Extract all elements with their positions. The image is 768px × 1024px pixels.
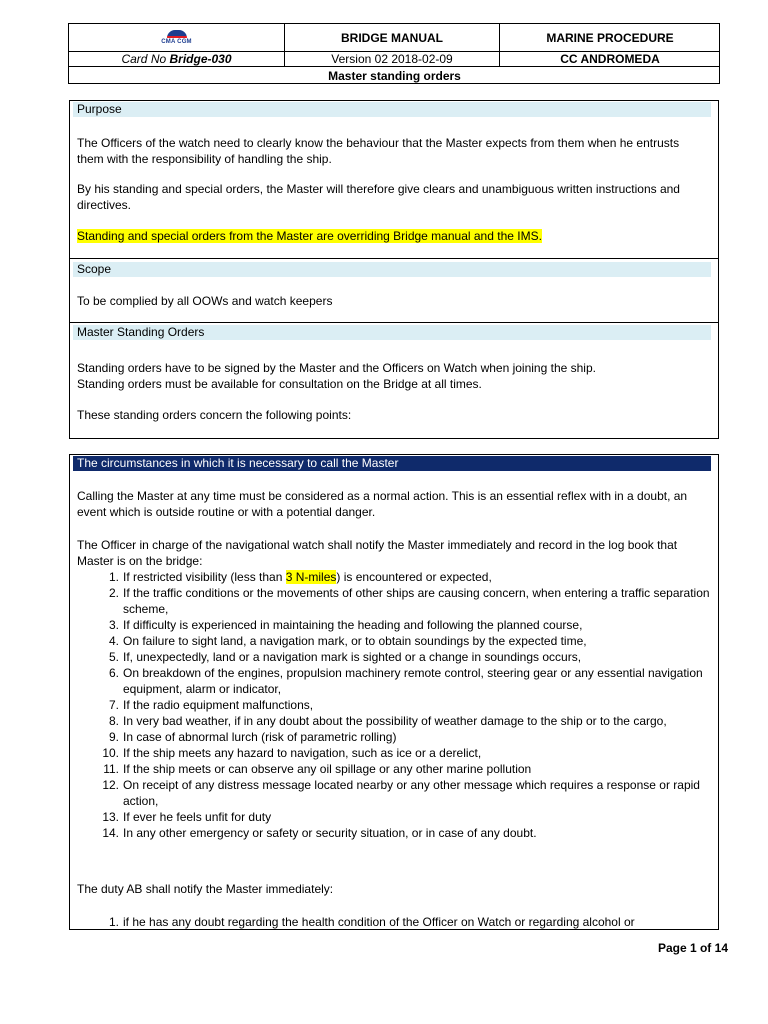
list-item: 5. If, unexpectedly, land or a navigation mark is sighted or a change in soundings occurs, <box>108 650 582 664</box>
mso-heading: Master Standing Orders <box>73 325 711 340</box>
list-item: 2. If the traffic conditions or the movements of other ships are causing concern, when entering a traffic separation scheme, <box>108 586 710 616</box>
scope-paragraph: To be complied by all OOWs and watch keepers <box>77 294 333 308</box>
version: Version 02 2018-02-09 <box>285 52 500 67</box>
list-item: 6. On breakdown of the engines, propulsion machinery remote control, steering gear or any essential navigation equipment, alarm or indicator, <box>108 666 703 696</box>
section-divider <box>69 322 719 323</box>
logo-text-cgm: CGM <box>177 39 192 45</box>
ship-name: CC ANDROMEDA <box>500 52 720 67</box>
list-item: 10. If the ship meets any hazard to navigation, such as ice or a derelict, <box>102 746 482 760</box>
purpose-paragraph-3: Standing and special orders from the Master are overriding Bridge manual and the IMS. <box>77 229 542 243</box>
manual-name: BRIDGE MANUAL <box>285 24 500 52</box>
mso-paragraph-1: Standing orders have to be signed by the Master and the Officers on Watch when joining the ship. Standing orders must be available for consultation on the Bridge at all times. <box>77 361 596 391</box>
purpose-heading: Purpose <box>73 102 711 117</box>
call-master-list <box>77 569 712 841</box>
section-divider <box>69 258 719 259</box>
list-item: 1. if he has any doubt regarding the health condition of the Officer on Watch or regarding alcohol or <box>108 915 635 929</box>
list-item: 7. If the radio equipment malfunctions, <box>108 698 314 712</box>
cma-cgm-logo <box>161 30 192 45</box>
list-item: 3. If difficulty is experienced in maintaining the heading and following the planned course, <box>108 618 583 632</box>
logo-mark-icon <box>167 30 187 38</box>
list-item: 4. On failure to sight land, a navigation mark, or to obtain soundings by the expected time, <box>108 634 587 648</box>
procedure-type: MARINE PROCEDURE <box>500 24 720 52</box>
list-item: 12. On receipt of any distress message located nearby or any other message which requires a response or rapid action, <box>102 778 700 808</box>
page-number: Page 1 of 14 <box>657 941 728 955</box>
card-number: Card No Bridge-030 <box>69 52 285 67</box>
logo-text-cma: CMA <box>161 39 176 45</box>
document-title: Master standing orders <box>328 68 461 83</box>
purpose-paragraph-2: By his standing and special orders, the Master will therefore give clears and unambiguous written instructions and directives. <box>77 182 680 212</box>
duty-ab-list <box>77 914 712 930</box>
call-master-paragraph-1: Calling the Master at any time must be considered as a normal action. This is an essential reflex with in a doubt, an event which is outside routine or with a potential danger. <box>77 489 688 519</box>
list-item: 11. If the ship meets or can observe any oil spillage or any other marine pollution <box>103 762 532 776</box>
mso-paragraph-2: These standing orders concern the following points: <box>77 408 352 422</box>
document-header <box>68 23 720 84</box>
logo-cell <box>69 24 285 52</box>
purpose-paragraph-1: The Officers of the watch need to clearly know the behaviour that the Master expects from them when he entrusts them with the responsibility of handling the ship. <box>77 136 680 166</box>
list-item: 13. If ever he feels unfit for duty <box>102 810 272 824</box>
list-item: 9. In case of abnormal lurch (risk of parametric rolling) <box>108 730 397 744</box>
list-item: 14. In any other emergency or safety or security situation, or in case of any doubt. <box>102 826 537 840</box>
scope-heading: Scope <box>73 262 711 277</box>
list-item: 8. In very bad weather, if in any doubt about the possibility of weather damage to the ship or to the cargo, <box>108 714 667 728</box>
duty-ab-paragraph: The duty AB shall notify the Master immediately: <box>77 882 334 896</box>
call-master-heading: The circumstances in which it is necessary to call the Master <box>73 456 711 471</box>
list-item: 1. If restricted visibility (less than 3 N-miles) is encountered or expected, <box>108 570 492 584</box>
call-master-paragraph-2: The Officer in charge of the navigational watch shall notify the Master immediately and record in the log book that Master is on the bridge: <box>77 538 678 568</box>
